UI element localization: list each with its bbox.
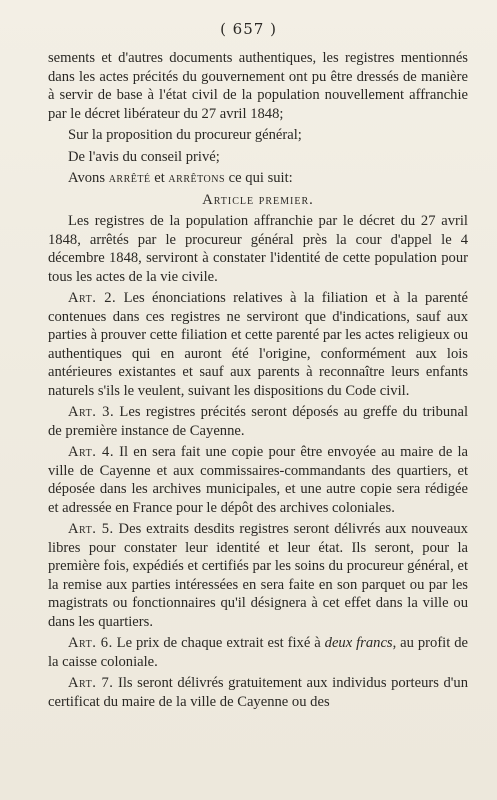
article-5-label: Art. 5. [68,521,114,537]
article-2 [48,289,468,400]
article-7-label: Art. 7. [68,675,114,691]
article-6-text-a: Le prix de chaque extrait est fixé à [112,635,325,651]
article-2-label: Art. 2. [68,290,117,306]
paragraph-continuation: sements et d'autres documents authentiques, les registres mentionnés dans les actes précités du gouvernement ont pu être dressés de manière à servir de base à l'état civil de la population nouvellement affranchie par le décret libérateur du 27 avril 1848; [48,50,468,122]
article-6-label: Art. 6. [68,635,113,651]
body-text [48,49,468,714]
article-3 [48,403,468,440]
article-7 [48,674,468,711]
article-3-label: Art. 3. [68,404,115,420]
article-2-text: Les énonciations relatives à la filiation et à la parenté contenues dans ces registres ne serviront que d'indications, sauf aux parties à prouver cette filiation et cette parenté par les actes religieux ou authentiques qui en auront été l'origine, conformément aux lois antérieures existantes et sauf aux parents à reconnaître leurs enfants naturels s'ils le veulent, suivant les dispositions du Code civil. [48,290,468,399]
arrete-and: et [150,170,169,186]
paragraph-proposition: Sur la proposition du procureur général; [68,127,302,143]
article-5 [48,520,468,631]
arrete-suffix: ce qui suit: [225,170,293,186]
article-4-label: Art. 4. [68,444,114,460]
article-heading: Article premier. [202,191,314,208]
article-1-text: Les registres de la population affranchie par le décret du 27 avril 1848, arrêtés par le procureur général près la cour d'appel le 4 décembre 1848, serviront à constater l'identité de cette population pour tous les actes de la vie civile. [48,213,468,285]
arrete-prefix: Avons [68,170,109,186]
article-6 [48,634,468,671]
article-6-price: deux francs [324,635,393,651]
arrete-word: arrêté [108,170,151,186]
page-number: ( 657 ) [220,20,277,38]
arretons-word: arrêtons [168,170,226,186]
article-5-text: Des extraits desdits registres seront délivrés aux nouveaux libres pour constater leur identité et leur état. Ils seront, pour la première fois, expédiés et certifiés par les soins du procureur général, et la remise aux parties intéressées en sera faite en son parquet ou par les magistrats ou fonctionnaires qu'il désignera à cet effet dans la ville ou dans les quartiers. [48,521,468,630]
article-7-text: Ils seront délivrés gratuitement aux individus porteurs d'un certificat du maire de la ville de Cayenne ou des [48,675,469,710]
article-4-text: Il en sera fait une copie pour être envoyée au maire de la ville de Cayenne et aux commissaires-commandants des quartiers, et déposée dans les archives municipales, et une autre copie sera rédigée et adressée en France pour le dépôt des archives coloniales. [48,444,468,516]
article-3-text: Les registres précités seront déposés au greffe du tribunal de première instance de Cayenne. [48,404,468,439]
paragraph-arrete [48,169,468,188]
article-6-text-b: , au profit de la caisse coloniale. [48,635,468,670]
article-4 [48,443,468,517]
paragraph-avis: De l'avis du conseil privé; [68,148,220,165]
